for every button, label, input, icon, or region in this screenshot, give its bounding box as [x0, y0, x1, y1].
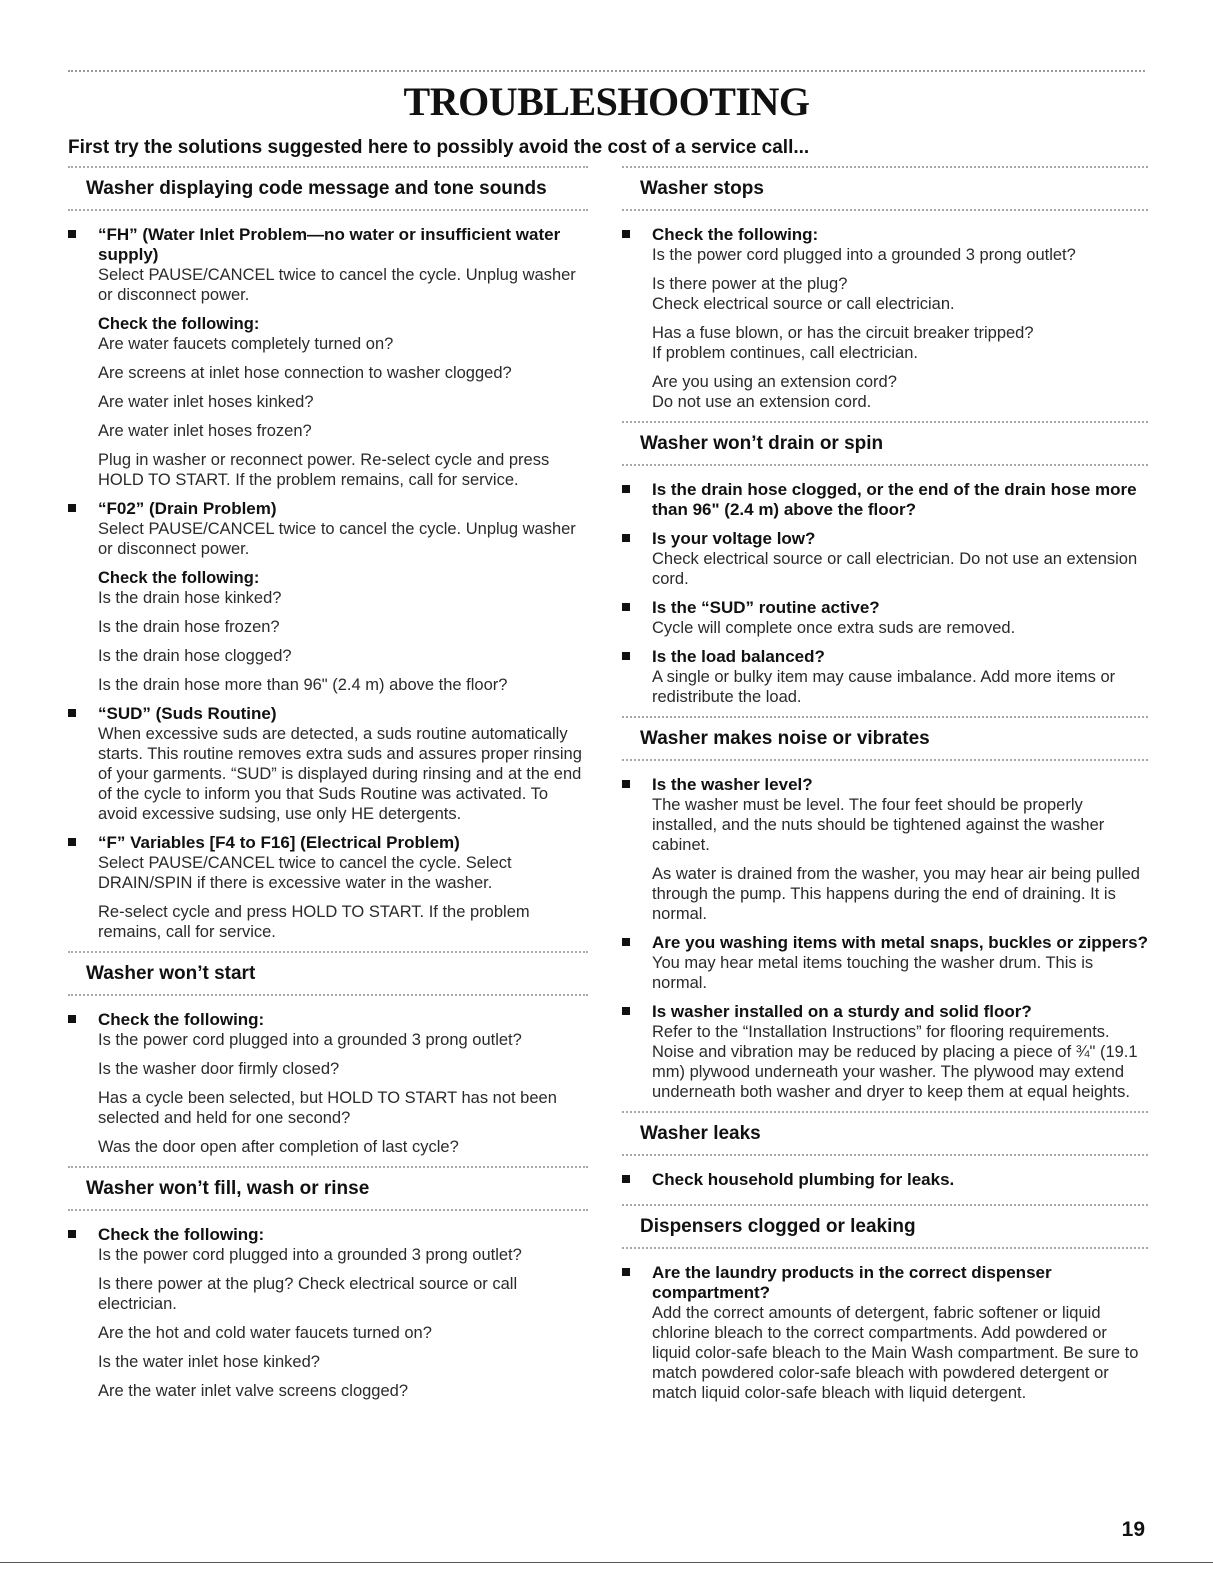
bullet-icon: [622, 230, 630, 238]
section-heading: Washer leaks: [622, 1111, 1148, 1156]
section-heading: Washer won’t drain or spin: [622, 421, 1148, 466]
bullet-icon: [622, 1007, 630, 1015]
list-item: [622, 647, 1148, 707]
item-title: “SUD” (Suds Routine): [98, 704, 277, 723]
list-item: [622, 529, 1148, 589]
paragraph: Plug in washer or reconnect power. Re-select cycle and press HOLD TO START. If the problem remains, call for service.: [98, 451, 550, 489]
list-item: [68, 1225, 588, 1401]
item-title: Check the following:: [652, 225, 819, 244]
paragraph: Are water inlet hoses frozen?: [98, 422, 312, 440]
paragraph: Are water faucets completely turned on?: [98, 335, 394, 353]
list-item: [622, 598, 1148, 638]
paragraph: Select PAUSE/CANCEL twice to cancel the cycle. Unplug washer or disconnect power.: [98, 266, 576, 304]
section-heading: Washer won’t start: [68, 951, 588, 996]
item-title: Is the washer level?: [652, 775, 813, 794]
paragraph: Select PAUSE/CANCEL twice to cancel the cycle. Unplug washer or disconnect power.: [98, 520, 576, 558]
paragraph: Select PAUSE/CANCEL twice to cancel the cycle. Select DRAIN/SPIN if there is excessive water in the washer.: [98, 854, 512, 892]
bullet-icon: [68, 838, 76, 846]
list-item: [68, 833, 588, 942]
section-heading: Washer makes noise or vibrates: [622, 716, 1148, 761]
section-dispensers: [622, 1204, 1148, 1403]
bullet-icon: [68, 504, 76, 512]
item-title: “F02” (Drain Problem): [98, 499, 277, 518]
item-title: Is washer installed on a sturdy and solid floor?: [652, 1002, 1032, 1021]
section-washer-stops: [622, 166, 1148, 412]
list-item: [68, 704, 588, 824]
top-divider: [68, 70, 1145, 72]
paragraph: Is the water inlet hose kinked?: [98, 1353, 320, 1371]
paragraph: Cycle will complete once extra suds are removed.: [652, 619, 1016, 637]
section-noise: [622, 716, 1148, 1102]
item-title: Check the following:: [98, 1225, 265, 1244]
bullet-icon: [68, 709, 76, 717]
section-leaks: [622, 1111, 1148, 1190]
bullet-icon: [622, 485, 630, 493]
list-item: [622, 225, 1148, 412]
paragraph: Add the correct amounts of detergent, fabric softener or liquid chlorine bleach to the correct compartments. Add powdered or liquid color-safe bleach to the Main Wash compartment. Be sure to match powdered color-safe bleach with powdered detergent or match liquid color-safe bleach with liquid detergent.: [652, 1304, 1139, 1402]
bullet-icon: [622, 938, 630, 946]
check-label: Check the following:: [98, 569, 260, 587]
bullet-icon: [622, 652, 630, 660]
bullet-icon: [622, 780, 630, 788]
paragraph: Are the water inlet valve screens clogged?: [98, 1382, 409, 1400]
paragraph: Was the door open after completion of last cycle?: [98, 1138, 459, 1156]
section-heading: Washer displaying code message and tone sounds: [68, 166, 588, 211]
paragraph: Refer to the “Installation Instructions” for flooring requirements. Noise and vibration may be reduced by placing a piece of ¾" (19.1 mm) plywood underneath your washer. The plywood may extend underneath both washer and dryer to keep them at equal heights.: [652, 1023, 1138, 1101]
list-item: [622, 1002, 1148, 1102]
list-item: [622, 1170, 1148, 1190]
list-item: [622, 933, 1148, 993]
paragraph: Re-select cycle and press HOLD TO START. If the problem remains, call for service.: [98, 903, 530, 941]
paragraph: Are the hot and cold water faucets turned on?: [98, 1324, 432, 1342]
paragraph: Is the drain hose more than 96" (2.4 m) above the floor?: [98, 676, 508, 694]
item-title: Is your voltage low?: [652, 529, 816, 548]
section-wont-drain: [622, 421, 1148, 707]
page-title: TROUBLESHOOTING: [403, 79, 810, 124]
item-title: Is the drain hose clogged, or the end of the drain hose more than 96" (2.4 m) above the floor?: [652, 480, 1137, 519]
section-heading: Washer stops: [622, 166, 1148, 211]
list-item: [622, 480, 1148, 520]
section-code-message: [68, 166, 588, 942]
section-wont-start: [68, 951, 588, 1157]
paragraph: Are you using an extension cord? Do not use an extension cord.: [652, 373, 897, 411]
paragraph: Are screens at inlet hose connection to washer clogged?: [98, 364, 512, 382]
list-item: [68, 499, 588, 695]
list-item: [622, 775, 1148, 924]
paragraph: A single or bulky item may cause imbalance. Add more items or redistribute the load.: [652, 668, 1116, 706]
item-title: Is the “SUD” routine active?: [652, 598, 880, 617]
paragraph: Has a fuse blown, or has the circuit breaker tripped? If problem continues, call electrician.: [652, 324, 1034, 362]
section-heading: Washer won’t fill, wash or rinse: [68, 1166, 588, 1211]
paragraph: Is the power cord plugged into a grounded 3 prong outlet?: [652, 246, 1076, 264]
paragraph: Is the washer door firmly closed?: [98, 1060, 340, 1078]
page-number: 19: [1121, 1518, 1145, 1541]
paragraph: Check electrical source or call electrician. Do not use an extension cord.: [652, 550, 1138, 588]
paragraph: Is there power at the plug? Check electrical source or call electrician.: [98, 1275, 518, 1313]
item-title: “FH” (Water Inlet Problem—no water or insufficient water supply): [98, 225, 561, 264]
section-heading: Dispensers clogged or leaking: [622, 1204, 1148, 1249]
paragraph: Has a cycle been selected, but HOLD TO START has not been selected and held for one second?: [98, 1089, 557, 1127]
intro-text: First try the solutions suggested here to possibly avoid the cost of a service call...: [68, 137, 810, 158]
item-title: Check household plumbing for leaks.: [652, 1170, 955, 1189]
paragraph: When excessive suds are detected, a suds routine automatically starts. This routine removes extra suds and assures proper rinsing of your garments. “SUD” is displayed during rinsing and at the end of the cycle to inform you that Suds Routine was activated. To avoid excessive sudsing, use only HE detergents.: [98, 725, 582, 823]
paragraph: Is the drain hose clogged?: [98, 647, 292, 665]
bullet-icon: [68, 1015, 76, 1023]
paragraph: The washer must be level. The four feet should be properly installed, and the nuts should be tightened against the washer cabinet.: [652, 796, 1105, 854]
paragraph: Are water inlet hoses kinked?: [98, 393, 314, 411]
bullet-icon: [68, 1230, 76, 1238]
list-item: [68, 1010, 588, 1157]
bottom-divider: [0, 1562, 1213, 1563]
bullet-icon: [622, 1268, 630, 1276]
bullet-icon: [622, 1175, 630, 1183]
left-column: [68, 166, 588, 1410]
paragraph: Is there power at the plug? Check electrical source or call electrician.: [652, 275, 955, 313]
paragraph: Is the drain hose frozen?: [98, 618, 280, 636]
item-title: Are the laundry products in the correct dispenser compartment?: [652, 1263, 1052, 1302]
item-title: Check the following:: [98, 1010, 265, 1029]
bullet-icon: [68, 230, 76, 238]
paragraph: Is the power cord plugged into a grounded 3 prong outlet?: [98, 1246, 522, 1264]
bullet-icon: [622, 603, 630, 611]
paragraph: You may hear metal items touching the washer drum. This is normal.: [652, 954, 1094, 992]
paragraph: Is the power cord plugged into a grounded 3 prong outlet?: [98, 1031, 522, 1049]
paragraph: Is the drain hose kinked?: [98, 589, 282, 607]
bullet-icon: [622, 534, 630, 542]
list-item: [622, 1263, 1148, 1403]
item-title: “F” Variables [F4 to F16] (Electrical Problem): [98, 833, 460, 852]
check-label: Check the following:: [98, 315, 260, 333]
list-item: [68, 225, 588, 490]
right-column: [622, 166, 1148, 1412]
item-title: Are you washing items with metal snaps, buckles or zippers?: [652, 933, 1148, 952]
item-title: Is the load balanced?: [652, 647, 825, 666]
paragraph: As water is drained from the washer, you may hear air being pulled through the pump. This happens during the end of draining. It is normal.: [652, 865, 1140, 923]
section-wont-fill: [68, 1166, 588, 1401]
